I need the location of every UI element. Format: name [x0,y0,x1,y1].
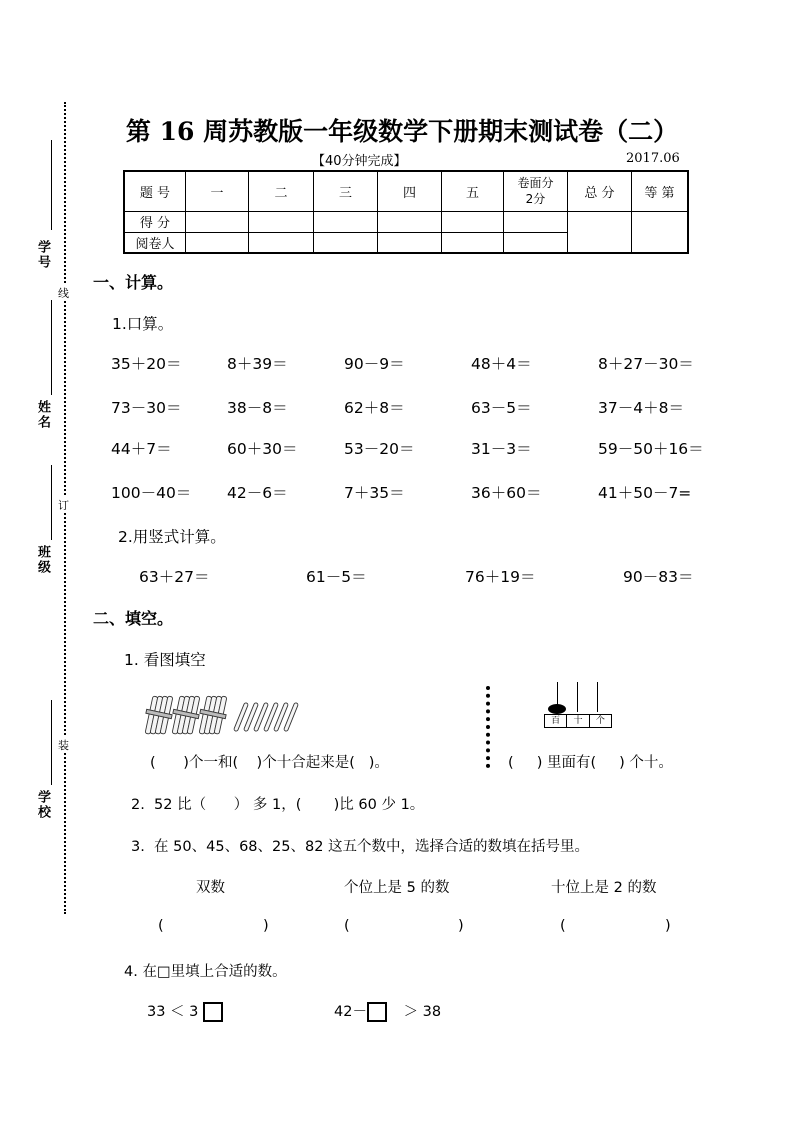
oral-calc-item: 53－20＝ [344,440,415,458]
oral-calc-item: 59－50＋16＝ [598,440,704,458]
oral-calc-item: 35＋20＝ [111,355,182,373]
margin-label-class: 班级 [35,545,50,575]
oral-calc-item: 31－3＝ [471,440,532,458]
header-line: 2分 [525,192,546,207]
row-label: 阅卷人 [124,232,186,253]
grade-cell[interactable] [632,211,689,253]
abacus-rod [597,682,598,712]
header-cell: 五 [442,171,504,211]
answer-box[interactable] [367,1002,387,1022]
abacus-place-label: 十 [567,715,589,727]
abacus-bead-icon [548,704,566,714]
grader-cell[interactable] [442,232,504,253]
margin-underline [51,140,52,230]
margin-underline [51,300,52,395]
header-cell: 二 [249,171,314,211]
vertical-calc-item: 90－83＝ [623,568,694,586]
category-even: 双数 [196,880,225,896]
row-label: 得 分 [124,211,186,232]
margin-underline [51,465,52,540]
page-title: 第 16 周苏教版一年级数学下册期末测试卷（二） [125,117,679,146]
score-table [123,170,689,254]
question-1-left-blank[interactable]: ( )个一和( )个十合起来是( )。 [150,755,389,771]
divider-dotted [486,686,490,768]
category-tens-two: 十位上是 2 的数 [551,880,657,896]
score-cell[interactable] [249,211,314,232]
oral-calc-item: 48＋4＝ [471,355,532,373]
vertical-calc-item: 61－5＝ [306,568,367,586]
margin-underline [51,700,52,785]
bundle-of-ten-icon [145,696,173,734]
abacus-rod [577,682,578,712]
oral-calc-item: 63－5＝ [471,399,532,417]
question-2-text[interactable]: 2. 52 比（ ） 多 1，( )比 60 少 1。 [131,797,425,813]
binding-mark-line: 线 [58,287,69,300]
answer-box[interactable] [203,1002,223,1022]
score-cell[interactable] [378,211,442,232]
grader-cell[interactable] [249,232,314,253]
grader-cell[interactable] [314,232,378,253]
header-cell: 题 号 [124,171,186,211]
binding-mark-order: 订 [58,499,69,512]
question-4b-left: 42－ [334,1004,367,1020]
score-cell[interactable] [504,211,568,232]
answer-paren-open: ( [344,918,350,934]
margin-label-student-no: 学号 [35,240,50,270]
oral-calc-item: 37－4＋8＝ [598,399,684,417]
abacus-place-label: 个 [595,716,605,726]
score-cell[interactable] [186,211,249,232]
bundle-of-ten-icon [199,696,227,734]
score-cell[interactable] [314,211,378,232]
header-cell: 四 [378,171,442,211]
section2-title: 二、填空。 [93,609,174,628]
single-sticks-icon [234,702,299,731]
time-note: 【40分钟完成】 [312,154,407,169]
oral-calc-item: 44＋7＝ [111,440,172,458]
oral-calc-item: 62＋8＝ [344,399,405,417]
bundle-of-ten-icon [172,696,200,734]
answer-paren-open: ( [560,918,566,934]
exam-date: 2017.06 [626,151,680,166]
grader-cell[interactable] [378,232,442,253]
question-4-text: 4. 在□里填上合适的数。 [124,964,287,980]
oral-calc-item: 8＋39＝ [227,355,288,373]
category-ones-five: 个位上是 5 的数 [344,880,450,896]
oral-calc-item: 7＋35＝ [344,484,405,502]
question-4b-right: ＞ 38 [403,1004,442,1020]
total-score-cell[interactable] [568,211,632,253]
question-4b [334,1000,441,1022]
margin-label-school: 学校 [35,790,50,820]
abacus-place-label: 百 [545,715,567,727]
oral-calc-item: 8＋27－30＝ [598,355,694,373]
answer-paren-open: ( [158,918,164,934]
vertical-calc-item: 76＋19＝ [465,568,536,586]
section1-title: 一、计算。 [93,273,174,292]
header-line: 卷面分 [517,176,554,191]
answer-paren-close: ) [458,918,464,934]
answer-paren-close: ) [665,918,671,934]
header-cell: 三 [314,171,378,211]
oral-calc-item: 73－30＝ [111,399,182,417]
question-1-right-blank[interactable]: ( ) 里面有( ) 个十。 [508,755,673,771]
oral-calc-item: 42－6＝ [227,484,288,502]
margin-label-name: 姓名 [35,400,50,430]
question-4a-left: 33 ＜ 3 [147,1004,199,1020]
oral-calc-heading: 1.口算。 [112,315,174,333]
stick-bundles-picture [143,692,303,738]
oral-calc-item: 41＋50－7= [598,484,692,502]
grader-cell[interactable] [186,232,249,253]
binding-mark-install: 装 [58,739,69,752]
oral-calc-item: 100－40＝ [111,484,192,502]
oral-calc-item: 36＋60＝ [471,484,542,502]
vertical-calc-item: 63＋27＝ [139,568,210,586]
score-cell[interactable] [442,211,504,232]
oral-calc-item: 90－9＝ [344,355,405,373]
answer-paren-close: ) [263,918,269,934]
abacus-picture [544,682,614,732]
oral-calc-item: 60＋30＝ [227,440,298,458]
vertical-calc-heading: 2.用竖式计算。 [118,528,226,546]
question-4a [147,1000,223,1022]
question-1-text: 1. 看图填空 [124,651,206,669]
header-cell: 等 第 [632,171,689,211]
question-3-text: 3. 在 50、45、68、25、82 这五个数中，选择合适的数填在括号里。 [131,839,590,855]
header-cell-paper-score [504,171,568,211]
grader-cell[interactable] [504,232,568,253]
header-cell: 总 分 [568,171,632,211]
header-cell: 一 [186,171,249,211]
oral-calc-item: 38－8＝ [227,399,288,417]
